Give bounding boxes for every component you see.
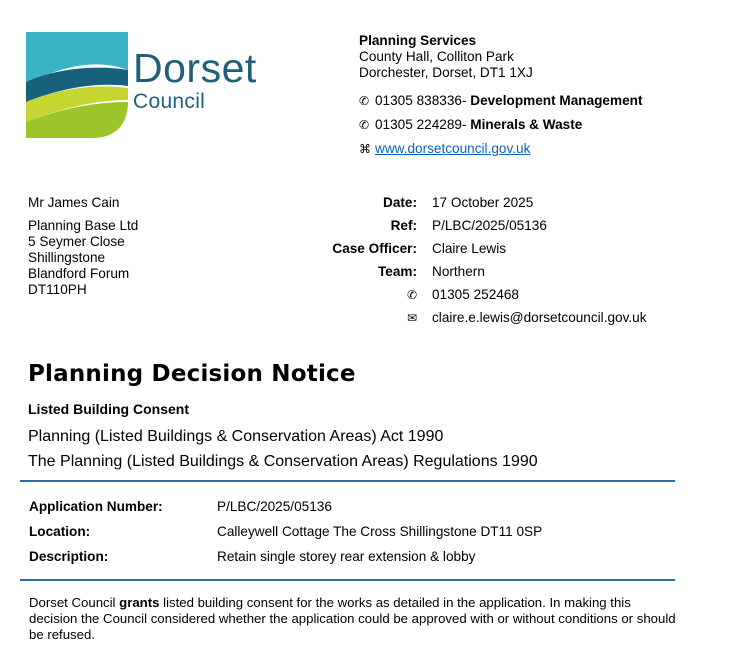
header-phone-2: ✆ 01305 224289- Minerals & Waste [359,117,583,132]
decision-verb: grants [119,595,160,610]
application-number-label: Application Number: [29,499,163,514]
location-value: Calleywell Cottage The Cross Shillingstone DT11 0SP [217,524,543,539]
description-label: Description: [29,549,109,564]
addressee-line: 5 Seymer Close [28,234,125,249]
header-website [359,141,530,157]
consent-type: Listed Building Consent [28,401,189,417]
phone-icon: ✆ [359,118,370,132]
page-title: Planning Decision Notice [28,361,356,387]
date-value: 17 October 2025 [432,195,534,210]
website-link[interactable]: www.dorsetcouncil.gov.uk [375,141,531,156]
team-label: Team: [377,264,417,279]
officer-label: Case Officer: [332,241,417,256]
divider [20,480,675,482]
location-label: Location: [29,524,91,539]
divider [20,579,675,581]
phone-icon: ✆ [407,288,418,302]
addressee-line: Shillingstone [28,250,106,265]
application-number-value: P/LBC/2025/05136 [217,499,332,514]
addressee-line: DT110PH [28,282,87,297]
dorset-council-logo-icon [22,30,132,140]
envelope-icon: ✉ [407,311,418,325]
header-address-2: Dorchester, Dorset, DT1 1XJ [359,65,533,80]
officer-phone: ✆ 01305 252468 [407,287,519,302]
header-phone-1: ✆ 01305 838336- Development Management [359,93,643,108]
date-label: Date: [383,195,417,210]
decision-paragraph: Dorset Council grants listed building consent for the works as detailed in the application. In making this decision the Council considered whether the application could be approved with or without conditions or should be refused. [29,595,676,642]
description-value: Retain single storey rear extension & lobby [217,549,476,564]
header-address-1: County Hall, Colliton Park [359,49,514,64]
logo-word-dorset: Dorset [133,45,257,91]
logo-wordmark [133,45,257,113]
addressee-name: Mr James Cain [28,195,120,210]
ref-value: P/LBC/2025/05136 [432,218,547,233]
logo-word-council: Council [133,90,206,113]
act-2: The Planning (Listed Buildings & Conservation Areas) Regulations 1990 [28,453,538,470]
header-dept: Planning Services [359,33,477,48]
officer-value: Claire Lewis [432,241,507,256]
team-value: Northern [432,264,485,279]
officer-email: ✉ claire.e.lewis@dorsetcouncil.gov.uk [407,310,647,325]
mouse-icon: ⌘ [359,142,371,156]
act-1: Planning (Listed Buildings & Conservation Areas) Act 1990 [28,428,444,445]
addressee-line: Planning Base Ltd [28,218,139,233]
phone-icon: ✆ [359,94,370,108]
ref-label: Ref: [390,218,417,233]
addressee-line: Blandford Forum [28,266,130,281]
